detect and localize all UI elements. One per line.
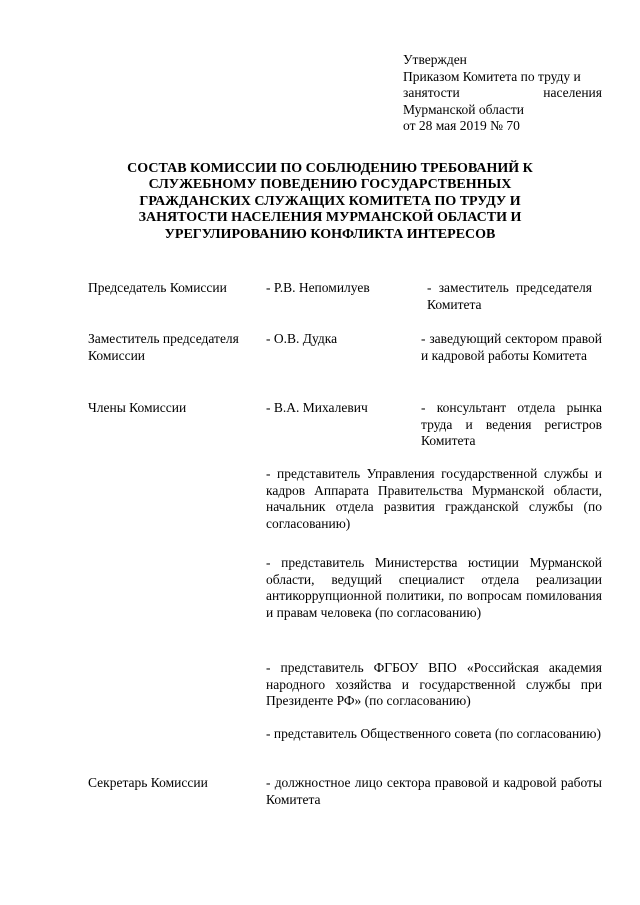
chairman-desc: - заместитель председателя Комитета <box>427 280 592 312</box>
deputy-name: - О.В. Дудка <box>266 331 338 346</box>
member-desc: - консультант отдела рынка труда и ведения регистров Комитета <box>421 400 602 448</box>
approval-line: Приказом Комитета по труду и <box>403 68 581 84</box>
member-representative: - представитель Министерства юстиции Мурманской области, ведущий специалист отдела реализации антикоррупционной политики, по вопросам помилования и правам человека (по согласованию) <box>266 555 602 620</box>
deputy-role: Заместитель председателя Комиссии <box>88 331 239 363</box>
title-line: ГРАЖДАНСКИХ СЛУЖАЩИХ КОМИТЕТА ПО ТРУДУ И <box>139 193 521 209</box>
approval-line <box>403 85 602 102</box>
member-representative: - представитель ФГБОУ ВПО «Российская академия народного хозяйства и государственной службы при Президенте РФ» (по согласованию) <box>266 660 602 708</box>
chairman-role: Председатель Комиссии <box>88 280 227 295</box>
secretary-role: Секретарь Комиссии <box>88 775 208 790</box>
title-line: СЛУЖЕБНОМУ ПОВЕДЕНИЮ ГОСУДАРСТВЕННЫХ <box>148 177 512 193</box>
member-representative: - представитель Общественного совета (по согласованию) <box>266 726 601 741</box>
members-role: Члены Комиссии <box>88 400 187 415</box>
approval-line: Мурманской области <box>403 101 524 117</box>
deputy-desc: - заведующий сектором правой и кадровой работы Комитета <box>421 331 602 363</box>
approval-line: Утвержден <box>403 52 467 67</box>
title-line: УРЕГУЛИРОВАНИЮ КОНФЛИКТА ИНТЕРЕСОВ <box>164 226 496 242</box>
approval-block <box>403 52 602 135</box>
approval-date: от 28 мая 2019 № 70 <box>403 118 520 133</box>
approval-word: занятости <box>403 85 460 100</box>
title-line: ЗАНЯТОСТИ НАСЕЛЕНИЯ МУРМАНСКОЙ ОБЛАСТИ И <box>138 210 522 226</box>
member-representative: - представитель Управления государственной службы и кадров Аппарата Правительства Мурманской области, начальник отдела развития гражданской службы (по согласованию) <box>266 466 602 531</box>
chairman-name: - Р.В. Непомилуев <box>266 280 370 295</box>
secretary-desc: - должностное лицо сектора правовой и кадровой работы Комитета <box>266 775 602 807</box>
document-title <box>95 161 565 243</box>
title-line: СОСТАВ КОМИССИИ ПО СОБЛЮДЕНИЮ ТРЕБОВАНИЙ К <box>127 161 533 176</box>
member-name: - В.А. Михалевич <box>266 400 368 415</box>
approval-word: населения <box>543 85 602 100</box>
